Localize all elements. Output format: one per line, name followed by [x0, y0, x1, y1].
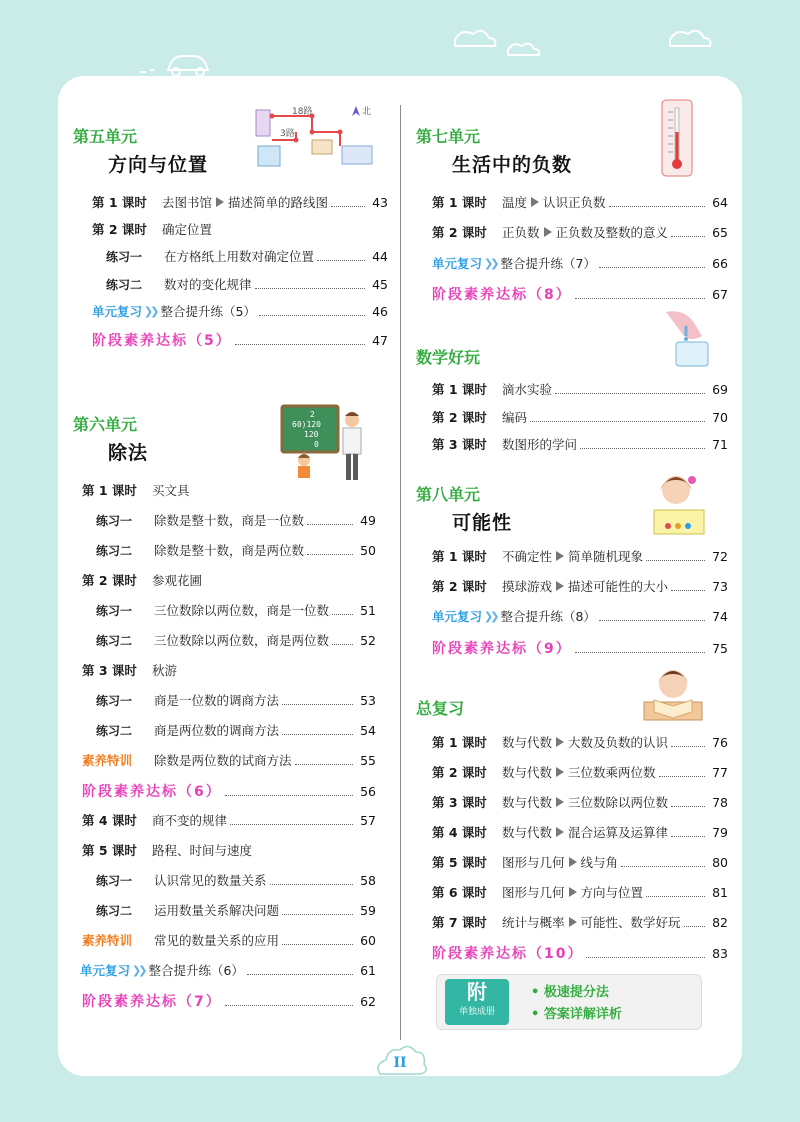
toc-row[interactable]: 第 4 课时 商不变的规律 57 [82, 812, 376, 828]
toc-row[interactable]: 练习二 数对的变化规律 45 [106, 276, 388, 292]
toc-row[interactable]: 练习二 三位数除以两位数，商是两位数 52 [96, 632, 376, 648]
unit7-label: 第七单元 [416, 127, 481, 146]
toc-row[interactable]: 练习二 运用数量关系解决问题 59 [96, 902, 376, 918]
route-map-illustration [252, 102, 382, 168]
toc-row-stage[interactable]: 阶段素养达标（6） 56 [82, 783, 376, 800]
boy-reading-illustration [640, 664, 706, 724]
unit6-label: 第六单元 [73, 415, 138, 434]
toc-row[interactable]: 第 3 课时 数图形的学问 71 [432, 436, 728, 452]
review-label: 总复习 [416, 699, 465, 718]
svg-text:0: 0 [314, 440, 319, 449]
toc-row[interactable]: 第 1 课时 买文具 [82, 483, 190, 498]
toc-row-stage[interactable]: 阶段素养达标（9） 75 [432, 640, 728, 657]
arrow-icon [544, 227, 552, 237]
arrow-icon [569, 857, 577, 867]
lesson-tag: 第 1 课时 [92, 195, 147, 210]
fun-label: 数学好玩 [416, 348, 481, 367]
arrow-icon [556, 581, 564, 591]
unit8-title: 可能性 [452, 512, 513, 534]
toc-row[interactable]: 第 2 课时 数与代数 三位数乘两位数 77 [432, 764, 728, 780]
map-label-north: 北 [362, 107, 372, 117]
toc-row[interactable]: 第 2 课时 摸球游戏 描述可能性的大小 73 [432, 578, 728, 594]
toc-row[interactable]: 第 2 课时 正负数 正负数及整数的意义 65 [432, 224, 728, 240]
unit8-label: 第八单元 [416, 485, 481, 504]
toc-row[interactable]: 练习一 三位数除以两位数，商是一位数 51 [96, 602, 376, 618]
thermometer-illustration [660, 98, 694, 178]
toc-row[interactable]: 第 1 课时 去图书馆 描述简单的路线图 43 [92, 194, 388, 210]
arrow-icon [556, 551, 564, 561]
arrow-icon [531, 197, 539, 207]
blackboard-teacher-illustration [280, 404, 370, 484]
unit5-title: 方向与位置 [108, 154, 209, 176]
column-divider [400, 105, 401, 1040]
toc-row[interactable]: 第 1 课时 滴水实验 69 [432, 381, 728, 397]
toc-row[interactable]: 第 1 课时 数与代数 大数及负数的认识 76 [432, 734, 728, 750]
toc-row[interactable]: 第 4 课时 数与代数 混合运算及运算律 79 [432, 824, 728, 840]
attachment-badge: 附 单独成册 [445, 979, 509, 1025]
toc-row[interactable]: 练习二 除数是整十数，商是两位数 50 [96, 542, 376, 558]
toc-row[interactable]: 单元复习 ❯❯ 整合提升练（5） 46 [92, 303, 388, 319]
page-number: II [393, 1055, 407, 1071]
girl-with-balls-illustration [648, 470, 708, 540]
arrow-icon [569, 887, 577, 897]
toc-row[interactable]: 第 1 课时 温度 认识正负数 64 [432, 194, 728, 210]
toc-row[interactable]: 第 2 课时 编码 70 [432, 409, 728, 425]
toc-row[interactable]: 练习一 除数是整十数，商是一位数 49 [96, 512, 376, 528]
toc-row[interactable]: 单元复习 ❯❯ 整合提升练（6） 61 [80, 962, 376, 978]
toc-row-stage[interactable]: 阶段素养达标（7） 62 [82, 993, 376, 1010]
toc-row-stage[interactable]: 阶段素养达标（10） 83 [432, 945, 728, 962]
arrow-icon [556, 797, 564, 807]
svg-text:60)120: 60)120 [292, 420, 321, 429]
toc-row[interactable]: 素养特训 常见的数量关系的应用 60 [82, 932, 376, 948]
toc-row[interactable]: 练习一 在方格纸上用数对确定位置 44 [106, 248, 388, 264]
toc-row[interactable]: 单元复习 ❯❯ 整合提升练（8） 74 [432, 608, 728, 624]
svg-text:2: 2 [310, 410, 315, 419]
dripping-faucet-illustration [656, 306, 716, 370]
map-label-18: 18路 [292, 107, 313, 117]
toc-row[interactable]: 第 3 课时 数与代数 三位数除以两位数 78 [432, 794, 728, 810]
toc-row[interactable]: 第 3 课时 秋游 [82, 663, 178, 678]
map-label-3: 3路 [280, 129, 295, 139]
double-chevron-icon: ❯❯ [144, 304, 157, 318]
svg-text:120: 120 [304, 430, 319, 439]
double-chevron-icon: ❯❯ [484, 256, 497, 270]
arrow-icon [556, 827, 564, 837]
unit6-title: 除法 [108, 442, 149, 464]
attachment-item[interactable]: • 极速提分法 [531, 985, 609, 1000]
toc-row[interactable]: 第 5 课时 图形与几何 线与角 80 [432, 854, 728, 870]
arrow-icon [216, 197, 224, 207]
arrow-icon [556, 737, 564, 747]
toc-row[interactable]: 练习二 商是两位数的调商方法 54 [96, 722, 376, 738]
toc-row[interactable]: 第 6 课时 图形与几何 方向与位置 81 [432, 884, 728, 900]
double-chevron-icon: ❯❯ [484, 609, 497, 623]
attachment-box [436, 974, 702, 1030]
toc-row[interactable]: 第 1 课时 不确定性 简单随机现象 72 [432, 548, 728, 564]
attachment-item[interactable]: • 答案详解详析 [531, 1007, 622, 1022]
toc-row[interactable]: 练习一 认识常见的数量关系 58 [96, 872, 376, 888]
toc-row[interactable]: 第 7 课时 统计与概率 可能性、数学好玩 82 [432, 914, 728, 930]
unit5-label: 第五单元 [73, 127, 138, 146]
toc-row[interactable]: 单元复习 ❯❯ 整合提升练（7） 66 [432, 255, 728, 271]
unit7-title: 生活中的负数 [452, 154, 573, 176]
double-chevron-icon: ❯❯ [132, 963, 145, 977]
toc-row[interactable]: 第 2 课时 确定位置 [92, 222, 213, 237]
toc-row-stage[interactable]: 阶段素养达标（5） 47 [92, 332, 388, 349]
toc-row[interactable]: 素养特训 除数是两位数的试商方法 55 [82, 752, 376, 768]
arrow-icon [569, 917, 577, 927]
north-arrow-icon [352, 106, 360, 116]
toc-row-stage[interactable]: 阶段素养达标（8） 67 [432, 286, 728, 303]
arrow-icon [556, 767, 564, 777]
toc-row[interactable]: 第 2 课时 参观花圃 [82, 573, 203, 588]
toc-row[interactable]: 练习一 商是一位数的调商方法 53 [96, 692, 376, 708]
toc-row[interactable]: 第 5 课时 路程、时间与速度 [82, 843, 253, 858]
